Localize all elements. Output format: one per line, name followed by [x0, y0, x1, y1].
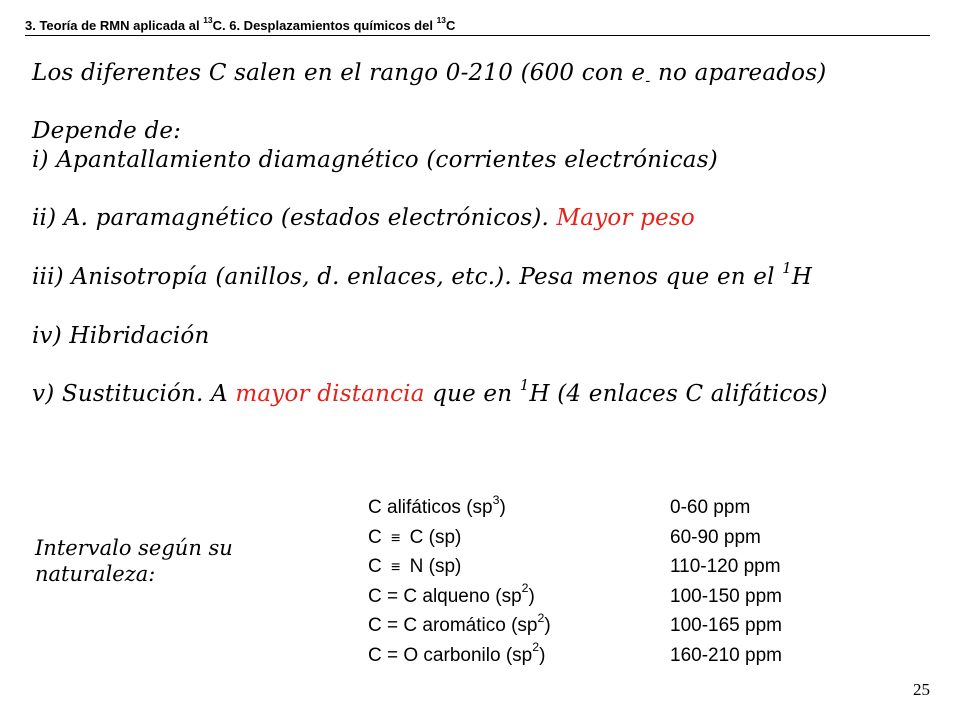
ppm-range: 110-120 ppm [670, 556, 781, 577]
interval-label: Intervalo según su naturaleza: [35, 536, 233, 586]
triple-bond-symbol: ≡ [391, 529, 401, 547]
carbon-type: C alifáticos $(sp^3)$ [368, 492, 506, 518]
ppm-range: 100-150 ppm [670, 585, 782, 607]
ppm-range: 0-60 ppm [670, 497, 751, 518]
emphasis-text: Mayor peso [556, 205, 695, 231]
depends-heading: Depende de: [32, 118, 182, 144]
header-text: C [445, 18, 456, 33]
factor-item-3: iii) Anisotropía (anillos, d. enlaces, etc.). Pesa menos que en el $^1$H [32, 259, 813, 290]
factor-item-4: iv) Hibridación [32, 323, 210, 349]
factor-item-2: ii) A. paramagnético (estados electrónicos). Mayor peso [32, 205, 695, 231]
carbon-type: C = C aromático $(sp^2)$ [368, 610, 551, 636]
carbon-type: C ≡ N (sp) [368, 556, 462, 577]
ppm-range: 100-165 ppm [670, 615, 782, 636]
carbon-type: C ≡ C (sp) [368, 526, 462, 548]
header-text: 3. Teoría de RMN aplicada al [25, 18, 204, 33]
page-number: 25 [913, 680, 930, 699]
range-statement: Los diferentes C salen en el rango 0-210 (600 con $e_-$ no apareados) [32, 60, 827, 90]
triple-bond-symbol: ≡ [391, 559, 401, 576]
header-superscript: 13 [203, 15, 213, 26]
carbon-type: C = C alqueno $(sp^2)$ [368, 581, 535, 607]
header-superscript: 13 [436, 15, 446, 26]
carbon-type: C = O carbonilo $(sp^2)$ [368, 640, 546, 666]
header-text: C. 6. Desplazamientos químicos del [212, 18, 437, 33]
ppm-range: 60-90 ppm [670, 526, 761, 548]
ppm-range: 160-210 ppm [670, 644, 782, 666]
slide-header [25, 15, 930, 36]
factor-item-1: i) Apantallamiento diamagnético (corrientes electrónicas) [32, 147, 718, 173]
factor-item-5: v) Sustitución. A mayor distancia que en $^1$H (4 enlaces C alifáticos) [32, 376, 828, 407]
emphasis-text: mayor distancia [235, 381, 425, 407]
